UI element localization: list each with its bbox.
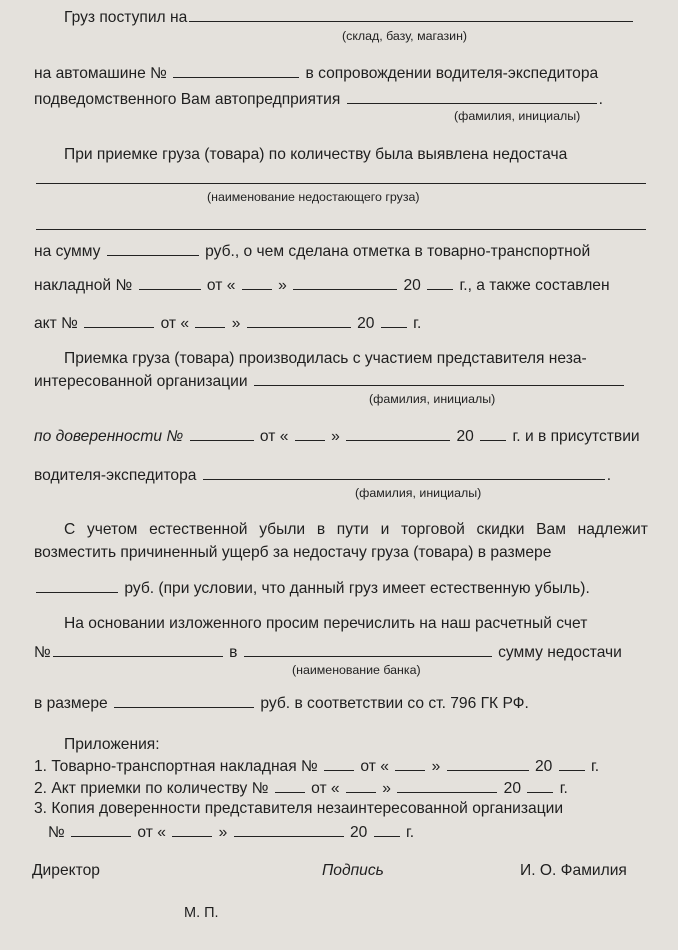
warehouse-blank[interactable] — [189, 6, 633, 22]
driver-blank[interactable] — [203, 464, 605, 480]
act-year-blank[interactable] — [381, 312, 407, 328]
director-name: И. О. Фамилия — [520, 862, 627, 879]
goods-blank-row — [34, 168, 648, 190]
representative-blank[interactable] — [254, 370, 624, 386]
att1-year-blank[interactable] — [559, 755, 585, 771]
attachment-2: 2. Акт приемки по количеству № от « » 20 г. — [34, 777, 648, 799]
shortage-intro-line: При приемке груза (товара) по количеству была выявлена недостача — [64, 146, 568, 163]
goods-caption: (наименование недостающего груза) — [207, 190, 420, 204]
att3-year-blank[interactable] — [374, 821, 400, 837]
proxy-year-blank[interactable] — [480, 425, 506, 441]
driver-line: водителя-экспедитора . — [34, 464, 648, 486]
representative-caption: (фамилия, инициалы) — [369, 392, 496, 406]
att2-day-blank[interactable] — [346, 777, 376, 793]
compensation-amount-blank[interactable] — [36, 577, 118, 593]
warehouse-caption: (склад, базу, магазин) — [342, 29, 468, 43]
att2-number-blank[interactable] — [275, 777, 305, 793]
transfer-request-line: На основании изложенного просим перечислить на наш расчетный счет — [64, 615, 588, 632]
bank-caption: (наименование банка) — [292, 663, 421, 677]
att2-year-blank[interactable] — [527, 777, 553, 793]
waybill-year-blank[interactable] — [427, 274, 453, 290]
att3-day-blank[interactable] — [172, 821, 212, 837]
car-line: на автомашине № в сопровождении водителя-экспедитора — [34, 62, 648, 84]
compensation-line-1: С учетом естественной убыли в пути и торговой скидки Вам надлежит — [64, 521, 648, 538]
attachment-3: 3. Копия доверенности представителя незаинтересованной организации — [34, 800, 564, 817]
attachment-1: 1. Товарно-транспортная накладная № от « » 20 г. — [34, 755, 648, 777]
act-month-blank[interactable] — [247, 312, 351, 328]
att1-day-blank[interactable] — [395, 755, 425, 771]
account-line: № в сумму недостачи — [34, 641, 648, 663]
director-label: Директор — [32, 862, 100, 879]
proxy-day-blank[interactable] — [295, 425, 325, 441]
attachment-3-details: № от « » 20 г. — [48, 821, 648, 843]
signature-label: Подпись — [322, 862, 384, 879]
act-number-blank[interactable] — [84, 312, 154, 328]
att3-month-blank[interactable] — [234, 821, 344, 837]
sum-blank[interactable] — [107, 240, 199, 256]
att3-number-blank[interactable] — [71, 821, 131, 837]
att1-month-blank[interactable] — [447, 755, 529, 771]
att1-number-blank[interactable] — [324, 755, 354, 771]
bank-blank[interactable] — [244, 641, 492, 657]
compensation-line-3: руб. (при условии, что данный груз имеет естественную убыль). — [34, 577, 648, 599]
account-number-blank[interactable] — [53, 641, 223, 657]
goods-blank-2[interactable] — [36, 214, 646, 230]
att2-month-blank[interactable] — [397, 777, 497, 793]
transfer-amount-blank[interactable] — [114, 692, 254, 708]
cargo-arrived-line: Груз поступил на — [64, 6, 648, 28]
car-number-blank[interactable] — [173, 62, 299, 78]
stamp-place: М. П. — [184, 905, 219, 921]
waybill-line: накладной № от « » 20 г., а также составлен — [34, 274, 648, 296]
compensation-line-2: возместить причиненный ущерб за недостачу груза (товара) в размере — [34, 544, 552, 561]
act-line: акт № от « » 20 г. — [34, 312, 648, 334]
goods-blank-row-2 — [34, 214, 648, 236]
goods-blank[interactable] — [36, 168, 646, 184]
waybill-day-blank[interactable] — [242, 274, 272, 290]
sum-line: на сумму руб., о чем сделана отметка в товарно-транспортной — [34, 240, 648, 262]
participation-line: Приемка груза (товара) производилась с участием представителя неза- — [64, 350, 587, 367]
amount-line: в размере руб. в соответствии со ст. 796 ГК РФ. — [34, 692, 648, 714]
waybill-number-blank[interactable] — [139, 274, 201, 290]
driver-name-caption: (фамилия, инициалы) — [454, 109, 581, 123]
waybill-month-blank[interactable] — [293, 274, 397, 290]
proxy-number-blank[interactable] — [190, 425, 254, 441]
org-line: интересованной организации — [34, 370, 648, 392]
attachments-title: Приложения: — [64, 736, 160, 753]
proxy-line: по доверенности № от « » 20 г. и в присутствии — [34, 425, 648, 447]
driver-name-blank[interactable] — [347, 88, 597, 104]
driver-caption: (фамилия, инициалы) — [355, 486, 482, 500]
subordinate-line: подведомственного Вам автопредприятия . — [34, 88, 648, 110]
act-day-blank[interactable] — [195, 312, 225, 328]
proxy-month-blank[interactable] — [346, 425, 450, 441]
